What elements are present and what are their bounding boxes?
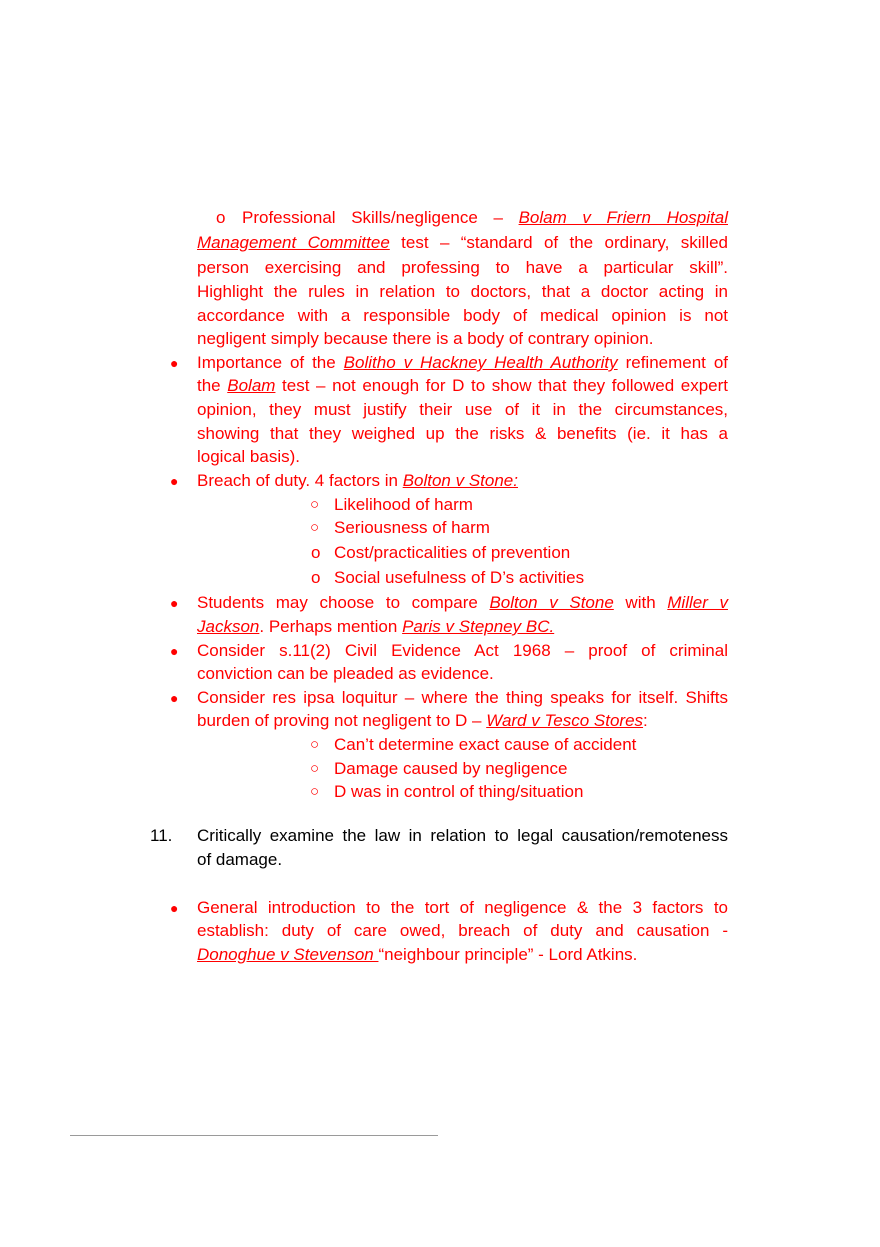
bullet-marker: ● [170, 595, 179, 611]
sub-bullet-marker: ○ [310, 519, 320, 536]
bullet-marker: ● [170, 643, 179, 659]
case-bolitho: Bolitho v Hackney Health Authority [343, 353, 618, 372]
bolitho-line-2: the Bolam test – not enough for D to show that they followed expert [197, 376, 729, 395]
question-line-1: Critically examine the law in relation to legal causation/remoteness [197, 826, 728, 845]
question-number: 11. [150, 826, 173, 845]
professional-line-2: Management Committee test – “standard of the ordinary, skilled [197, 233, 729, 252]
res-condition: Can’t determine exact cause of accident [334, 735, 637, 754]
bolitho-line-5: logical basis). [197, 447, 300, 466]
question-line-2: of damage. [197, 850, 283, 869]
civil-line-1: Consider s.11(2) Civil Evidence Act 1968 – proof of criminal [197, 641, 728, 660]
breach-line-1: Breach of duty. 4 factors in Bolton v Stone: [197, 471, 518, 490]
breach-factor: Social usefulness of D’s activities [334, 568, 585, 587]
case-ward-tesco: Ward v Tesco Stores [486, 711, 644, 730]
breach-factor: Seriousness of harm [334, 518, 490, 537]
case-miller-jackson: Jackson [197, 617, 260, 636]
res-line-2: burden of proving not negligent to D – Ward v Tesco Stores: [197, 711, 648, 730]
intro-line-3: Donoghue v Stevenson “neighbour principle” - Lord Atkins. [197, 945, 638, 964]
bullet-marker: ● [170, 473, 179, 489]
bolitho-line-1: Importance of the Bolitho v Hackney Health Authority refinement of [197, 353, 729, 372]
bolitho-line-4: showing that they weighed up the risks & benefits (ie. it has a [197, 424, 728, 443]
sub-bullet-marker: ○ [310, 760, 320, 777]
professional-line-1: Professional Skills/negligence – Bolam v Friern Hospital [242, 208, 728, 227]
footnote-separator [70, 1135, 438, 1136]
sub-bullet-marker: o [216, 208, 226, 227]
breach-factor: Cost/practicalities of prevention [334, 543, 571, 562]
bolitho-line-3: opinion, they must justify their use of it in the circumstances, [197, 400, 728, 419]
case-bolton-stone: Bolton v Stone: [402, 471, 518, 490]
case-management-committee: Management Committee [197, 233, 390, 252]
sub-bullet-marker: o [311, 568, 321, 587]
professional-line-5: accordance with a responsible body of medical opinion is not [197, 306, 728, 325]
case-bolton-stone: Bolton v Stone [489, 593, 614, 612]
case-bolam: Bolam [227, 376, 276, 395]
civil-line-2: conviction can be pleaded as evidence. [197, 664, 494, 683]
sub-bullet-marker: ○ [310, 496, 320, 513]
res-condition: Damage caused by negligence [334, 759, 568, 778]
professional-line-3: person exercising and professing to have a particular skill”. [197, 258, 728, 277]
students-line-1: Students may choose to compare Bolton v Stone with Miller v [197, 593, 728, 612]
sub-bullet-marker: ○ [310, 736, 320, 753]
professional-line-6: negligent simply because there is a body of contrary opinion. [197, 329, 654, 348]
sub-bullet-marker: ○ [310, 783, 320, 800]
bullet-marker: ● [170, 690, 179, 706]
sub-bullet-marker: o [311, 543, 321, 562]
case-bolam-friern: Bolam v Friern Hospital [518, 208, 728, 227]
breach-factor: Likelihood of harm [334, 495, 473, 514]
bullet-marker: ● [170, 355, 179, 371]
bullet-marker: ● [170, 900, 179, 916]
intro-line-1: General introduction to the tort of negligence & the 3 factors to [197, 898, 728, 917]
res-line-1: Consider res ipsa loquitur – where the thing speaks for itself. Shifts [197, 688, 728, 707]
students-line-2: Jackson. Perhaps mention Paris v Stepney BC. [197, 617, 555, 636]
res-condition: D was in control of thing/situation [334, 782, 584, 801]
case-donoghue-stevenson: Donoghue v Stevenson [197, 945, 379, 964]
intro-line-2: establish: duty of care owed, breach of duty and causation - [197, 921, 728, 940]
professional-line-4: Highlight the rules in relation to doctors, that a doctor acting in [197, 282, 728, 301]
case-paris-stepney: Paris v Stepney BC. [402, 617, 555, 636]
case-miller-jackson: Miller v [667, 593, 728, 612]
